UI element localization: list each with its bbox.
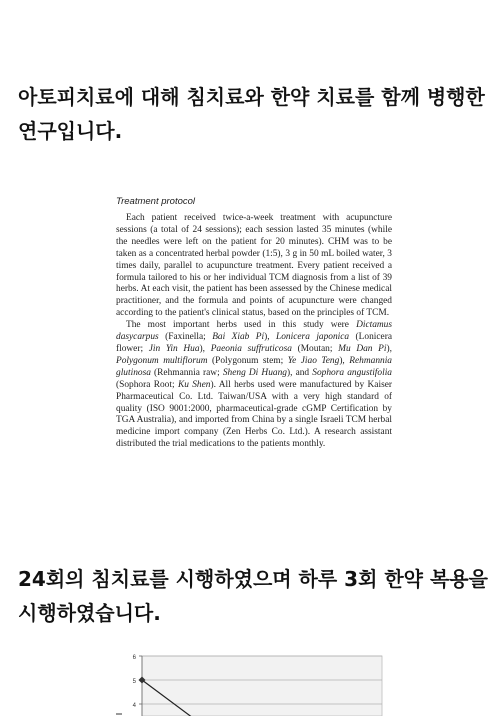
herb-name: Ku Shen	[177, 379, 211, 390]
paragraph-text: ), and	[286, 367, 313, 378]
paragraph-text: ),	[199, 343, 211, 354]
herb-name: Sheng Di Huang	[222, 367, 287, 378]
y-tick-label: 6	[132, 655, 136, 661]
summary-heading: 24회의 침치료를 시행하였으며 하루 3회 한약 복용을 시행하였습니다.	[18, 567, 488, 625]
herb-name: Ye Jiao Teng	[287, 355, 340, 366]
line-chart	[112, 648, 392, 716]
herb-name: Rehmannia glutinosa	[116, 355, 392, 378]
herb-name: Dictamus dasycarpus	[116, 320, 392, 343]
herb-name: Lonicera japonica	[276, 332, 350, 343]
paragraph-text: ). All herbs used were manufactured by Kaiser Pharmaceutical Co. Ltd. Taiwan/USA with a very high standard of quality (ISO 9001:2000, pharmaceutical-grade cGMP Certification by TGA Australia), and imported from China by a single Israeli TCM herbal medicine import company (Zen Herbs Co. Ltd.). A research assistant distributed the trial medications to the patients monthly.	[116, 379, 392, 450]
paragraph-text: ),	[386, 343, 392, 354]
y-tick-label: 4	[132, 703, 136, 709]
paragraph-text: (Sophora Root;	[116, 379, 178, 390]
document-excerpt	[116, 196, 392, 451]
section-title: Treatment protocol	[116, 196, 196, 207]
herb-name: Sophora angustifolia	[312, 367, 392, 378]
intro-heading: 아토피치료에 대해 침치료와 한약 치료를 함께 병행한 연구입니다.	[18, 85, 485, 143]
paragraph-text: ),	[264, 332, 277, 343]
herb-name: Polygonum multiflorum	[116, 355, 208, 366]
paragraph-text: (Faxinella;	[158, 332, 213, 343]
paragraph-text: (Rehmannia raw;	[150, 367, 223, 378]
herb-name: Paeonia suffruticosa	[210, 343, 292, 354]
paragraph-text: ),	[339, 355, 350, 366]
line-chart-svg	[112, 648, 392, 716]
paragraph-text: (Polygonum stem;	[207, 355, 288, 366]
herb-name: Mu Dan Pi	[338, 343, 387, 354]
y-tick-label: 5	[132, 679, 136, 685]
paragraph-text: (Lonicera flower;	[116, 332, 392, 354]
paragraph-text: (Moutan;	[291, 343, 339, 354]
paragraph-text: The most important herbs used in this study were	[126, 320, 357, 331]
paragraph-2	[116, 320, 392, 451]
herb-name: Bai Xiab Pi	[212, 332, 265, 343]
paragraph-1: Each patient received twice-a-week treatment with acupuncture sessions (a total of 24 sessions); each session lasted 35 minutes (while the needles were left on the patient for 20 minutes). CHM was to be taken as a concentrated herbal powder (1:5), 3 g in 50 mL boiled water, 3 times daily, parallel to acupuncture treatment. Every patient received a formula tailored to his or her individual TCM diagnosis from a list of 39 herbs. At each visit, the patient has been assessed by the Chinese medical practitioner, and the formula and points of acupuncture were changed according to the patient's clinical status, based on the principles of TCM.	[116, 213, 392, 319]
herb-name: Jin Yin Hua	[148, 343, 200, 354]
